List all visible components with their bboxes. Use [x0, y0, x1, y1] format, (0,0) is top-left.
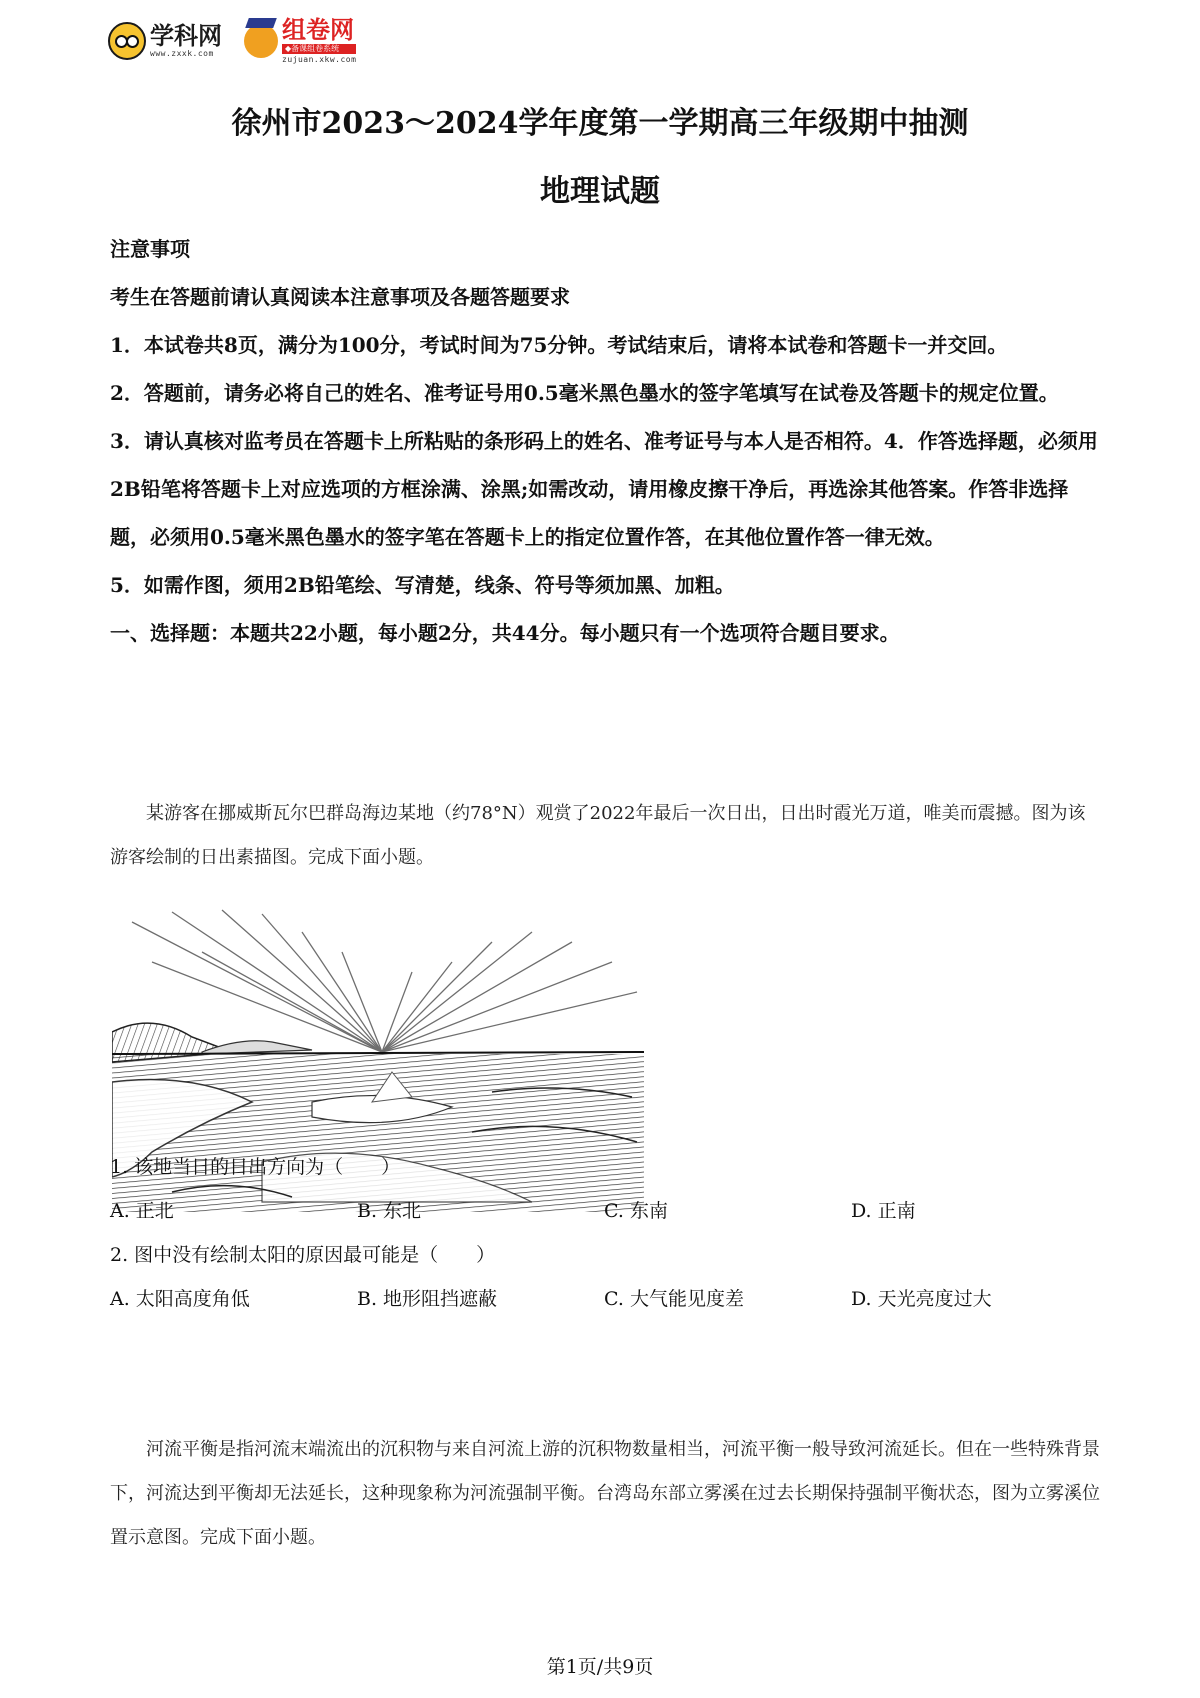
- zxxk-logo-name: 学科网: [150, 22, 222, 50]
- question-1-options: [110, 1196, 1100, 1223]
- passage-river: 河流平衡是指河流末端流出的沉积物与来自河流上游的沉积物数量相当，河流平衡一般导致河流延长。但在一些特殊背景下，河流达到平衡却无法延长，这种现象称为河流强制平衡。台湾岛东部立雾溪在过去长期保持强制平衡状态，图为立雾溪位置示意图。完成下面小题。: [110, 1439, 1100, 1548]
- notice-item-3: 3．请认真核对监考员在答题卡上所粘贴的条形码上的姓名、准考证号与本人是否相符。4．作答选择题，必须用2B铅笔将答题卡上对应选项的方框涂满、涂黑;如需改动，请用橡皮擦干净后，再选涂其他答案。作答非选择题，必须用0.5毫米黑色墨水的签字笔在答题卡上的指定位置作答，在其他位置作答一律无效。: [110, 429, 1098, 549]
- zujuan-logo-tag: ◆备课组卷系统: [282, 44, 356, 54]
- zxxk-mascot-icon: [108, 22, 146, 60]
- question-2-stem: 2. 图中没有绘制太阳的原因最可能是（ ）: [110, 1244, 496, 1266]
- q1-option-a[interactable]: A. 正北: [110, 1200, 174, 1222]
- question-1-stem: 1. 该地当日的日出方向为（ ）: [110, 1156, 401, 1178]
- q1-option-b[interactable]: B. 东北: [357, 1200, 422, 1222]
- notice-section: [110, 225, 1100, 657]
- zujuan-logo-name: 组卷网: [282, 16, 354, 44]
- q1-option-c[interactable]: C. 东南: [604, 1200, 668, 1222]
- q1-option-d[interactable]: D. 正南: [851, 1200, 916, 1222]
- question-2-options: [110, 1284, 1100, 1311]
- section-heading: 一、选择题：本题共22小题，每小题2分，共44分。每小题只有一个选项符合题目要求。: [110, 621, 900, 645]
- notice-heading: 注意事项: [110, 237, 190, 261]
- notice-item-1: 1．本试卷共8页，满分为100分，考试时间为75分钟。考试结束后，请将本试卷和答题卡一并交回。: [110, 333, 1008, 357]
- page-number: 第1页/共9页: [546, 1656, 654, 1678]
- zujuan-logo-url: zujuan.xkw.com: [282, 55, 357, 64]
- zujuan-mascot-icon: [244, 24, 278, 58]
- zxxk-logo[interactable]: [108, 22, 222, 60]
- q2-option-a[interactable]: A. 太阳高度角低: [110, 1288, 250, 1310]
- zxxk-logo-url: www.zxxk.com: [150, 49, 214, 58]
- notice-item-2: 2．答题前，请务必将自己的姓名、准考证号用0.5毫米黑色墨水的签字笔填写在试卷及答题卡的规定位置。: [110, 381, 1059, 405]
- exam-subtitle: 地理试题: [540, 174, 660, 209]
- passage-sunrise: 某游客在挪威斯瓦尔巴群岛海边某地（约78°N）观赏了2022年最后一次日出，日出时霞光万道，唯美而震撼。图为该游客绘制的日出素描图。完成下面小题。: [110, 803, 1086, 868]
- q2-option-c[interactable]: C. 大气能见度差: [604, 1288, 744, 1310]
- notice-intro: 考生在答题前请认真阅读本注意事项及各题答题要求: [110, 285, 570, 309]
- header-logos: [108, 18, 356, 64]
- q2-option-d[interactable]: D. 天光亮度过大: [851, 1288, 992, 1310]
- notice-item-5: 5．如需作图，须用2B铅笔绘、写清楚，线条、符号等须加黑、加粗。: [110, 573, 735, 597]
- zujuan-logo[interactable]: [244, 18, 356, 64]
- q2-option-b[interactable]: B. 地形阻挡遮蔽: [357, 1288, 498, 1310]
- exam-title: 徐州市2023～2024学年度第一学期高三年级期中抽测: [231, 106, 969, 141]
